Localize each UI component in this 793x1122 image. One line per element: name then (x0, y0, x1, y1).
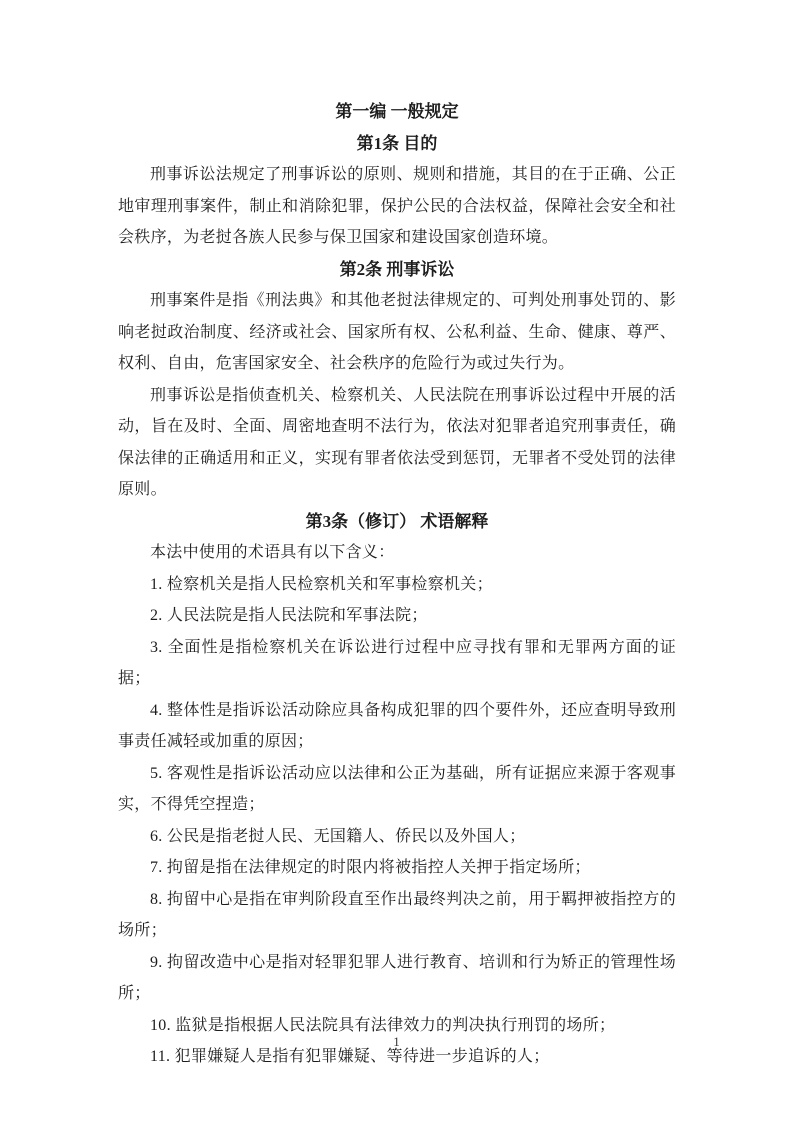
article-heading: 第2条 刑事诉讼 (339, 259, 455, 279)
list-item-paragraph: 9. 拘留改造中心是指对轻罪犯罪人进行教育、培训和行为矫正的管理性场所； (118, 953, 676, 1002)
article-heading: 第3条（修订） 术语解释 (305, 511, 489, 531)
part-heading: 第一编 一般规定 (335, 102, 459, 121)
list-item-paragraph: 7. 拘留是指在法律规定的时限内将被指控人关押于指定场所； (150, 859, 591, 876)
paragraph: 刑事诉讼法规定了刑事诉讼的原则、规则和措施，其目的在于正确、公正地审理刑事案件，制止和消除犯罪，保护公民的合法权益，保障社会安全和社会秩序，为老挝各族人民参与保卫国家和建设国家创造环境。 (118, 166, 676, 246)
article-heading: 第1条 目的 (356, 133, 438, 153)
paragraph: 刑事案件是指《刑法典》和其他老挝法律规定的、可判处刑事处罚的、影响老挝政治制度、经济或社会、国家所有权、公私利益、生命、健康、尊严、权利、自由，危害国家安全、社会秩序的危险行为或过失行为。 (118, 292, 676, 372)
list-item-paragraph: 8. 拘留中心是指在审判阶段直至作出最终判决之前，用于羁押被指控方的场所； (118, 890, 676, 939)
list-item-paragraph: 11. 犯罪嫌疑人是指有犯罪嫌疑、等待进一步追诉的人； (150, 1048, 550, 1065)
list-item-paragraph: 1. 检察机关是指人民检察机关和军事检察机关； (150, 575, 493, 593)
list-item-paragraph: 3. 全面性是指检察机关在诉讼进行过程中应寻找有罪和无罪两方面的证据； (118, 638, 676, 687)
list-item-paragraph: 2. 人民法院是指人民法院和军事法院； (150, 607, 428, 624)
paragraph: 本法中使用的术语具有以下含义： (150, 544, 395, 561)
list-item-paragraph: 6. 公民是指老挝人民、无国籍人、侨民以及外国人； (150, 827, 526, 845)
paragraph: 刑事诉讼是指侦查机关、检察机关、人民法院在刑事诉讼过程中开展的活动，旨在及时、全面、周密地查明不法行为，依法对犯罪者追究刑事责任，确保法律的正确适用和正义，实现有罪者依法受到惩罚，无罪者不受处罚的法律原则。 (118, 386, 676, 498)
page-number: 1 (393, 1034, 400, 1049)
list-item-paragraph: 5. 客观性是指诉讼活动应以法律和公正为基础，所有证据应来源于客观事实，不得凭空捏造； (118, 764, 676, 813)
list-item-paragraph: 4. 整体性是指诉讼活动除应具备构成犯罪的四个要件外，还应查明导致刑事责任减轻或加重的原因； (118, 701, 676, 750)
document-body (118, 96, 676, 1073)
list-item-paragraph: 10. 监狱是指根据人民法院具有法律效力的判决执行刑罚的场所； (150, 1016, 616, 1034)
